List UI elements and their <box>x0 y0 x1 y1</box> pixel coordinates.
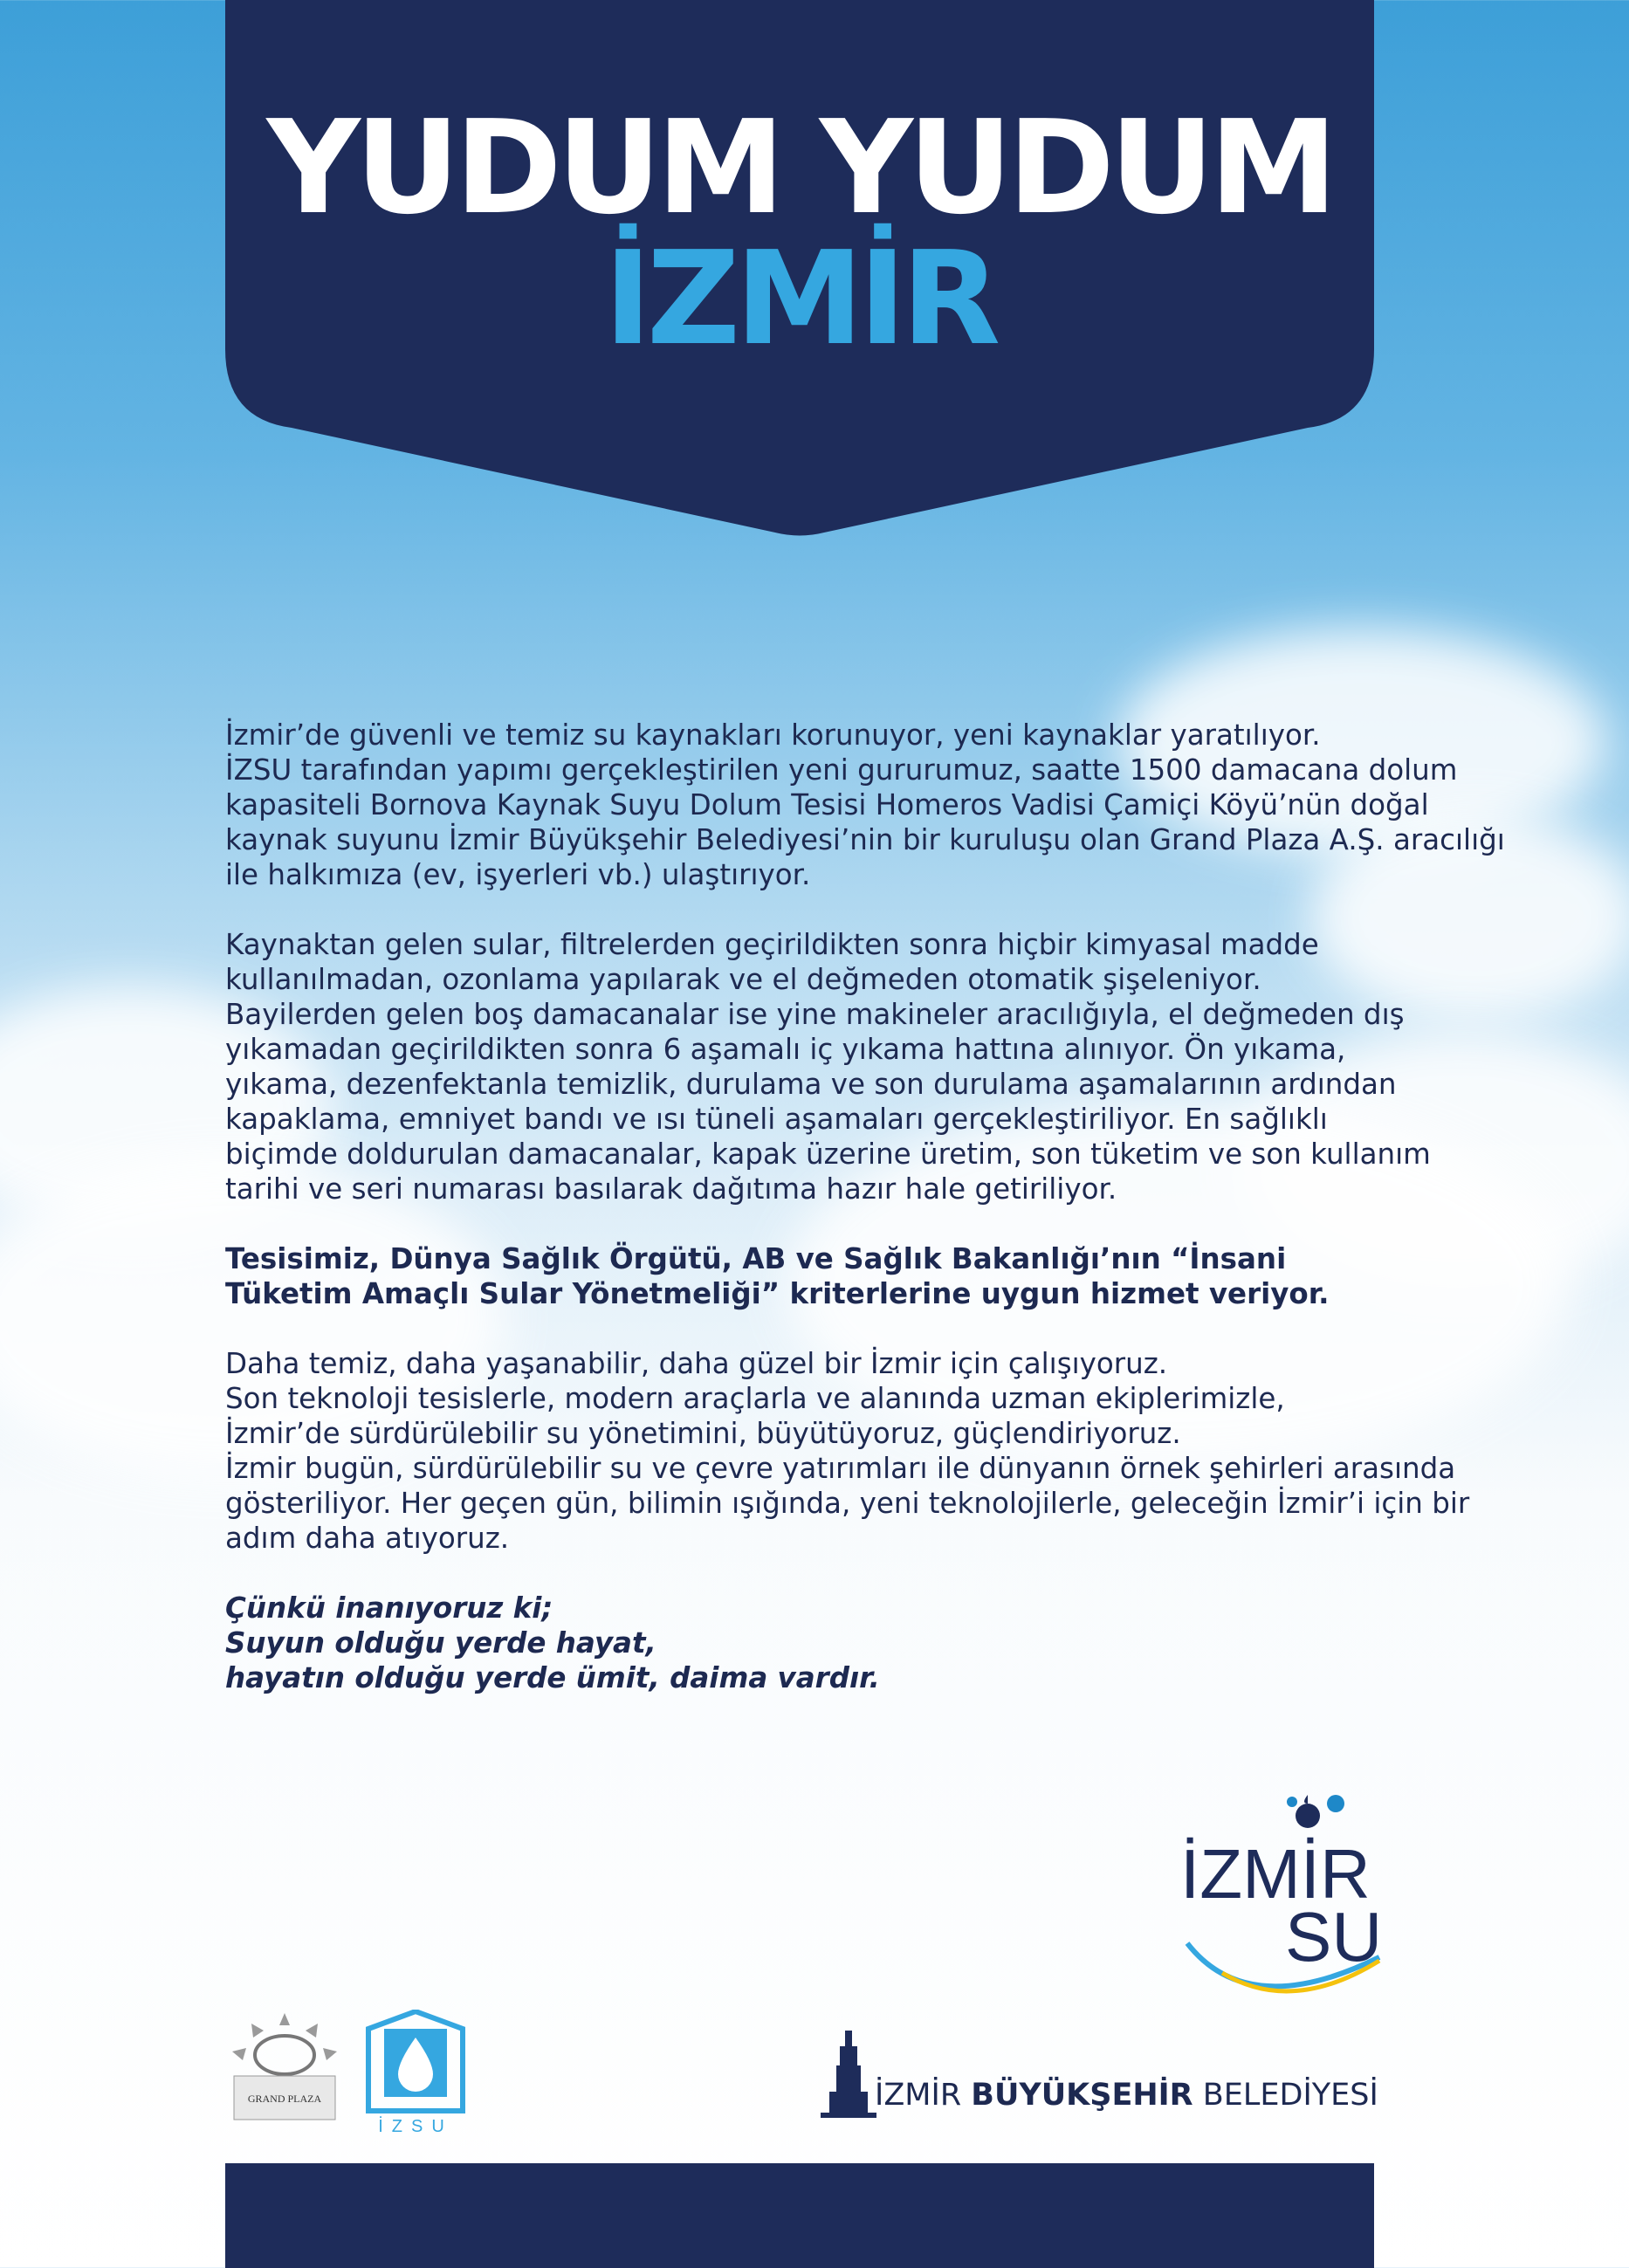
ibb-name-part1: İZMİR <box>875 2078 972 2113</box>
ibb-name-part3: BELEDİYESİ <box>1193 2078 1378 2113</box>
text-line: Bayilerden gelen boş damacanalar ise yine makineler aracılığıyla, el değmeden dış <box>225 998 1405 1031</box>
grand-plaza-logo <box>225 2011 344 2125</box>
text-line: yıkama, dezenfektanla temizlik, durulama ve son durulama aşamalarının ardından <box>225 1068 1397 1101</box>
text-line: Suyun olduğu yerde hayat, <box>225 1626 656 1660</box>
text-line: tarihi ve seri numarası basılarak dağıtıma hazır hale getiriliyor. <box>225 1172 1117 1206</box>
text-line: İzmir bugün, sürdürülebilir su ve çevre yatırımları ile dünyanın örnek şehirleri arasında <box>225 1452 1456 1485</box>
grand-plaza-name: GRAND PLAZA <box>247 2093 322 2105</box>
closing-quote <box>225 1591 1482 1695</box>
footer-bar <box>225 2163 1374 2268</box>
page-subtitle: İZMİR <box>603 223 996 374</box>
ibb-name <box>875 2078 1378 2113</box>
paragraph-standards <box>225 1241 1482 1311</box>
text-line: Tüketim Amaçlı Sular Yönetmeliği” kriterlerine uygun hizmet veriyor. <box>225 1277 1330 1310</box>
text-line: İzmir’de güvenli ve temiz su kaynakları korunuyor, yeni kaynaklar yaratılıyor. <box>225 718 1321 752</box>
text-line: biçimde doldurulan damacanalar, kapak üzerine üretim, son tüketim ve son kullanım <box>225 1137 1431 1171</box>
text-line: adım daha atıyoruz. <box>225 1522 510 1555</box>
izsu-logo <box>365 2010 466 2135</box>
text-line: kapasiteli Bornova Kaynak Suyu Dolum Tesisi Homeros Vadisi Çamiçi Köyü’nün doğal <box>225 788 1429 821</box>
text-line: Kaynaktan gelen sular, filtrelerden geçirildikten sonra hiçbir kimyasal madde <box>225 928 1319 961</box>
paragraph-mission <box>225 1346 1482 1556</box>
izsu-label: İZSU <box>378 2117 453 2135</box>
text-line: Çünkü inanıyoruz ki; <box>225 1591 553 1625</box>
body-text <box>225 718 1505 1730</box>
text-line: İZSU tarafından yapımı gerçekleştirilen yeni gururumuz, saatte 1500 damacana dolum <box>225 753 1458 787</box>
text-line: Son teknoloji tesislerle, modern araçlarla ve alanında uzman ekiplerimizle, <box>225 1382 1285 1415</box>
text-line: ile halkımıza (ev, işyerleri vb.) ulaştırıyor. <box>225 858 811 891</box>
text-line: hayatın olduğu yerde ümit, daima vardır. <box>225 1661 880 1694</box>
izmirsu-line1-text: İZMİR <box>1180 1835 1371 1913</box>
text-line: kullanılmadan, ozonlama yapılarak ve el değmeden otomatik şişeleniyor. <box>225 963 1261 996</box>
paragraph-process <box>225 927 1482 1206</box>
text-line: İzmir’de sürdürülebilir su yönetimini, büyütüyoruz, güçlendiriyoruz. <box>225 1417 1181 1450</box>
text-line: kapaklama, emniyet bandı ve ısı tüneli aşamaları gerçekleştiriliyor. En sağlıklı <box>225 1103 1328 1136</box>
text-line: yıkamadan geçirildikten sonra 6 aşamalı iç yıkama hattına alınıyor. Ön yıkama, <box>225 1033 1346 1066</box>
text-line: gösteriliyor. Her geçen gün, bilimin ışığında, yeni teknolojilerle, geleceğin İzmir’i için bir <box>225 1487 1470 1520</box>
page-title: YUDUM YUDUM <box>266 93 1333 243</box>
izmirsu-line2-text: SU <box>1285 1898 1383 1976</box>
ibb-name-part2: BÜYÜKŞEHİR <box>971 2078 1193 2113</box>
text-line: kaynak suyunu İzmir Büyükşehir Belediyesi’nin bir kuruluşu olan Grand Plaza A.Ş. aracılığı <box>225 823 1505 856</box>
paragraph-intro <box>225 718 1505 892</box>
text-line: Daha temiz, daha yaşanabilir, daha güzel bir İzmir için çalışıyoruz. <box>225 1347 1168 1380</box>
text-line: Tesisimiz, Dünya Sağlık Örgütü, AB ve Sağlık Bakanlığı’nın “İnsani <box>225 1242 1287 1275</box>
izmir-su-logo <box>1170 1786 1388 2013</box>
